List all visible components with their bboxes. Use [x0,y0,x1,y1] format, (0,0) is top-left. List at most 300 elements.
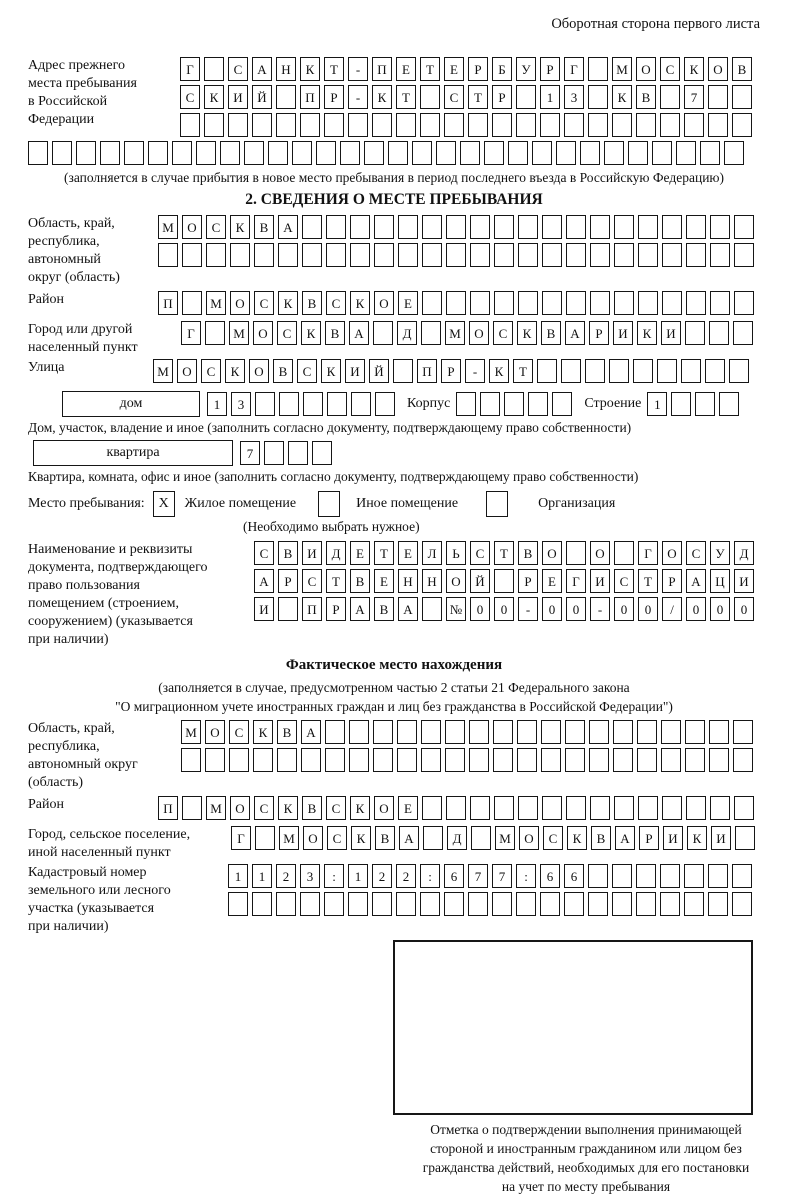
char-cell [279,392,299,416]
char-cell [590,243,610,267]
char-cell [709,748,729,772]
char-cell [446,291,466,315]
char-cell [276,892,296,916]
char-cell [676,141,696,165]
char-cell: 2 [276,864,296,888]
char-cell [374,243,394,267]
char-cell [705,359,725,383]
label-line: иной населенный пункт [28,845,171,860]
char-cell [460,141,480,165]
char-cell: К [278,796,298,820]
char-cell: И [711,826,731,850]
char-cell [733,748,753,772]
char-cell [278,597,298,621]
char-cell: А [349,321,369,345]
char-cell [351,392,371,416]
char-cell [325,748,345,772]
char-cell: С [302,569,322,593]
char-cell [708,113,728,137]
label-line: "О миграционном учете иностранных граждан и лиц без гражданства в Российской Федерации") [115,699,673,714]
char-cell [652,141,672,165]
char-cell: О [230,291,250,315]
char-cell [423,826,443,850]
char-cell: С [277,321,297,345]
char-cell [398,243,418,267]
char-cell [518,243,538,267]
char-cell: Г [566,569,586,593]
label-line: стороной и иностранным гражданином или лицом без [430,1141,742,1156]
label-line: участка (указывается [28,901,155,916]
char-cell [686,796,706,820]
char-cell [421,720,441,744]
char-cell [397,720,417,744]
char-cell [493,748,513,772]
char-cell: 3 [564,85,584,109]
char-cell [228,892,248,916]
char-cell: И [661,321,681,345]
char-cell: 0 [638,597,658,621]
char-cell: - [348,85,368,109]
actual-region-row-2 [181,748,757,772]
char-cell [686,243,706,267]
char-cell [719,392,739,416]
char-cell: С [660,57,680,81]
char-cell [494,569,514,593]
char-cell [729,359,749,383]
city-field [28,321,760,357]
char-cell [288,441,308,465]
label-line: Наименование и реквизиты [28,542,193,557]
char-cell [373,720,393,744]
char-cell [685,748,705,772]
char-cell [205,748,225,772]
char-cell [300,113,320,137]
char-cell: 6 [444,864,464,888]
char-cell: А [686,569,706,593]
char-cell [372,892,392,916]
char-cell: : [420,864,440,888]
char-cell: С [229,720,249,744]
char-cell: К [253,720,273,744]
char-cell [316,141,336,165]
char-cell: Д [397,321,417,345]
char-cell [364,141,384,165]
char-cell: Й [470,569,490,593]
char-cell [301,748,321,772]
char-cell [684,864,704,888]
cadastre-row-2 [228,892,756,916]
char-cell [657,359,677,383]
char-cell: М [181,720,201,744]
char-cell [374,215,394,239]
char-cell [254,243,274,267]
region-field [28,215,760,289]
char-cell: С [201,359,221,383]
char-cell [180,113,200,137]
char-cell: 6 [540,864,560,888]
label-line: документа, подтверждающего [28,560,208,575]
char-cell [552,392,572,416]
char-cell: Р [324,85,344,109]
char-cell [565,720,585,744]
char-cell: С [180,85,200,109]
char-cell: Л [422,541,442,565]
char-cell [613,720,633,744]
char-cell: Б [492,57,512,81]
char-cell [436,141,456,165]
char-cell: 0 [542,597,562,621]
char-cell: Е [350,541,370,565]
char-cell [590,215,610,239]
char-cell [681,359,701,383]
char-cell: : [516,864,536,888]
char-cell [124,141,144,165]
char-cell [614,796,634,820]
char-cell: А [254,569,274,593]
prev-address-cell-rows [180,57,756,141]
prev-address-row-1 [180,57,756,81]
char-cell [480,392,500,416]
char-cell: О [469,321,489,345]
stay-type-checkbox-organization [486,491,508,517]
char-cell: М [158,215,178,239]
char-cell [446,215,466,239]
char-cell [566,243,586,267]
apartment-cells [240,441,336,465]
char-cell [636,113,656,137]
char-cell: П [372,57,392,81]
char-cell: К [687,826,707,850]
char-cell [541,720,561,744]
region-label [28,215,158,287]
char-cell [182,243,202,267]
char-cell: 6 [564,864,584,888]
cadastre-field [28,864,760,936]
document-label [28,541,254,649]
char-cell: К [517,321,537,345]
char-cell: О [519,826,539,850]
char-cell [324,113,344,137]
section2-heading: 2. СВЕДЕНИЯ О МЕСТЕ ПРЕБЫВАНИЯ [245,191,543,208]
char-cell: Й [369,359,389,383]
district-field [28,291,760,319]
char-cell: С [444,85,464,109]
char-cell: Н [276,57,296,81]
char-cell: Т [420,57,440,81]
char-cell: Р [278,569,298,593]
char-cell: О [205,720,225,744]
char-cell [350,243,370,267]
char-cell [636,892,656,916]
actual-district-row [158,796,758,820]
char-cell [662,243,682,267]
char-cell [564,892,584,916]
char-cell [504,392,524,416]
prev-address-row-2 [180,85,756,109]
char-cell [350,215,370,239]
actual-city-row [231,826,759,850]
char-cell: - [465,359,485,383]
char-cell: К [612,85,632,109]
korpus-cells [456,392,576,416]
char-cell: Е [398,796,418,820]
label-line: (область) [28,775,84,790]
char-cell [204,113,224,137]
char-cell [278,243,298,267]
char-cell: В [350,569,370,593]
house-box: дом [62,391,200,417]
char-cell [660,85,680,109]
char-cell [312,441,332,465]
char-cell [537,359,557,383]
char-cell: И [302,541,322,565]
char-cell [710,291,730,315]
char-cell [422,597,442,621]
char-cell: Т [513,359,533,383]
char-cell [710,215,730,239]
char-cell [302,243,322,267]
char-cell: П [302,597,322,621]
char-cell: С [543,826,563,850]
char-cell: А [399,826,419,850]
char-cell: О [590,541,610,565]
char-cell: О [374,796,394,820]
char-cell [637,748,657,772]
char-cell: О [230,796,250,820]
char-cell: У [710,541,730,565]
char-cell: И [613,321,633,345]
char-cell: О [446,569,466,593]
char-cell [220,141,240,165]
char-cell: С [254,796,274,820]
char-cell [686,291,706,315]
char-cell [268,141,288,165]
char-cell [468,892,488,916]
cadastre-cell-rows [228,864,756,920]
char-cell [494,243,514,267]
char-cell: - [518,597,538,621]
char-cell: Т [638,569,658,593]
label-line: на учет по месту пребывания [501,1179,671,1194]
actual-region-cell-rows [181,720,757,776]
char-cell: С [326,796,346,820]
label-line: в Российской [28,94,108,109]
char-cell: О [249,359,269,383]
char-cell [561,359,581,383]
char-cell: Г [231,826,251,850]
char-cell [588,85,608,109]
char-cell [518,796,538,820]
char-cell: С [493,321,513,345]
char-cell [398,215,418,239]
stay-type-note: (Необходимо выбрать нужное) [243,519,420,534]
stay-type-field [28,491,760,517]
char-cell [303,392,323,416]
char-cell [566,291,586,315]
char-cell [671,392,691,416]
char-cell [372,113,392,137]
char-cell: К [225,359,245,383]
char-cell [633,359,653,383]
apartment-box: квартира [33,440,233,466]
char-cell: О [303,826,323,850]
char-cell [444,892,464,916]
char-cell [252,113,272,137]
char-cell: К [372,85,392,109]
char-cell [612,113,632,137]
char-cell [446,243,466,267]
char-cell [182,291,202,315]
char-cell: Д [734,541,754,565]
char-cell [422,796,442,820]
char-cell [517,748,537,772]
char-cell [255,826,275,850]
char-cell [468,113,488,137]
label-line: Кадастровый номер [28,865,147,880]
char-cell [494,291,514,315]
char-cell [566,215,586,239]
char-cell [206,243,226,267]
char-cell [300,892,320,916]
char-cell [542,215,562,239]
char-cell: П [158,291,178,315]
label-line: республика, [28,739,100,754]
char-cell: С [470,541,490,565]
char-cell: М [153,359,173,383]
char-cell [420,113,440,137]
char-cell [542,291,562,315]
char-cell: 2 [372,864,392,888]
page-side-note: Оборотная сторона первого листа [551,16,760,32]
char-cell: Ц [710,569,730,593]
char-cell [76,141,96,165]
char-cell [585,359,605,383]
char-cell [542,243,562,267]
char-cell: 3 [300,864,320,888]
char-cell [734,243,754,267]
char-cell: Р [326,597,346,621]
char-cell: Т [494,541,514,565]
char-cell: С [327,826,347,850]
cadastre-label [28,864,228,936]
label-line: Область, край, [28,216,115,231]
char-cell [734,215,754,239]
char-cell [637,720,657,744]
char-cell [52,141,72,165]
char-cell [421,748,441,772]
char-cell: И [254,597,274,621]
char-cell [492,113,512,137]
char-cell [255,392,275,416]
region-cell-rows [158,215,758,271]
house-number-cells [207,392,399,416]
char-cell: М [229,321,249,345]
char-cell [709,321,729,345]
char-cell [396,892,416,916]
char-cell [518,291,538,315]
char-cell: П [158,796,178,820]
char-cell [590,291,610,315]
label-line: при наличии) [28,632,109,647]
char-cell [638,796,658,820]
char-cell [327,392,347,416]
char-cell: И [345,359,365,383]
actual-city-field [28,826,760,862]
char-cell: О [708,57,728,81]
char-cell: В [302,291,322,315]
char-cell [636,864,656,888]
char-cell: А [398,597,418,621]
char-cell [684,113,704,137]
char-cell [710,796,730,820]
char-cell [566,541,586,565]
char-cell [471,826,491,850]
char-cell [638,243,658,267]
char-cell [373,748,393,772]
char-cell: С [206,215,226,239]
char-cell: 7 [468,864,488,888]
document-field [28,541,760,649]
char-cell: В [277,720,297,744]
label-line: Отметка о подтверждении выполнения принимающей [430,1122,742,1137]
char-cell: Е [374,569,394,593]
char-cell [324,892,344,916]
cadastre-row-1 [228,864,756,888]
char-cell: У [516,57,536,81]
char-cell [444,113,464,137]
char-cell [516,892,536,916]
char-cell: В [375,826,395,850]
char-cell [182,796,202,820]
house-note: Дом, участок, владение и иное (заполнить согласно документу, подтверждающему право собственности) [28,420,632,435]
stay-type-checkbox-other [318,491,340,517]
char-cell: Е [398,541,418,565]
char-cell: П [417,359,437,383]
char-cell: Г [638,541,658,565]
char-cell [614,541,634,565]
char-cell: Р [639,826,659,850]
char-cell [710,243,730,267]
char-cell [484,141,504,165]
label-line: автономный округ [28,757,138,772]
char-cell: О [542,541,562,565]
char-cell [580,141,600,165]
char-cell: - [590,597,610,621]
district-row [158,291,758,315]
prev-address-row-3 [180,113,756,137]
char-cell [528,392,548,416]
char-cell [614,291,634,315]
char-cell [397,748,417,772]
char-cell: Г [180,57,200,81]
street-field [28,359,760,387]
confirmation-mark-caption [386,1120,786,1196]
char-cell [695,392,715,416]
char-cell: Г [564,57,584,81]
char-cell: В [325,321,345,345]
char-cell [733,720,753,744]
char-cell [614,243,634,267]
label-line: Федерации [28,112,95,127]
char-cell [604,141,624,165]
char-cell [541,748,561,772]
char-cell: В [302,796,322,820]
char-cell: С [614,569,634,593]
char-cell [244,141,264,165]
char-cell: К [351,826,371,850]
char-cell: С [297,359,317,383]
char-cell [684,892,704,916]
